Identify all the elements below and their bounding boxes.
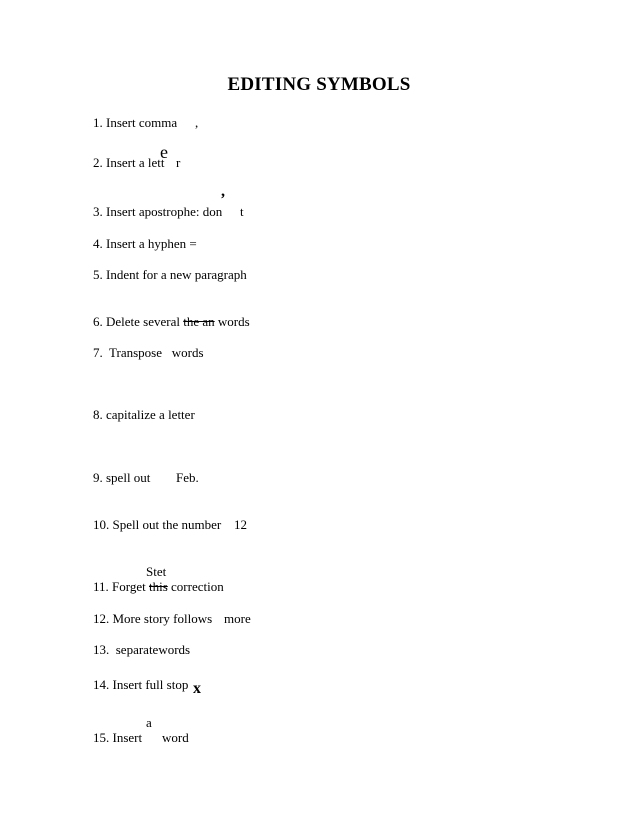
item-11-text-end: correction [167,579,224,594]
item-1-comma-symbol: , [195,115,199,130]
item-1-text: 1. Insert comma [93,115,178,130]
item-10-number: 12 [234,517,247,532]
page-title: EDITING SYMBOLS [227,74,411,95]
item-12-text: 12. More story follows [93,611,213,626]
item-6-line [93,314,250,329]
item-5-text: 5. Indent for a new paragraph [93,267,247,282]
item-2-text-end: r [176,155,181,170]
item-2-text: 2. Insert a lett [93,155,165,170]
item-10-text: 10. Spell out the number [93,517,222,532]
item-6-text: 6. Delete several [93,314,184,329]
item-13-text: 13. separatewords [93,642,191,657]
item-9-text: 9. spell out [93,470,151,485]
item-6-text-end: words [214,314,250,329]
item-15-text-end: word [162,730,189,745]
item-11-stet-note: Stet [146,564,167,579]
item-11-line [93,579,224,594]
item-8-text: 8. capitalize a letter [93,407,195,422]
item-12-more-mark: more [224,611,251,626]
item-15-inserted-word: a [146,715,152,730]
item-3-text: 3. Insert apostrophe: don [93,204,223,219]
item-11-struck-word: this [148,579,168,594]
item-14-full-stop-mark: x [193,680,201,697]
item-9-abbreviation: Feb. [176,470,199,485]
item-14-text: 14. Insert full stop [93,677,189,692]
item-7-text: 7. Transpose words [93,345,204,360]
item-11-text: 11. Forget [93,579,149,594]
item-15-text: 15. Insert [93,730,143,745]
item-3-text-end: t [240,204,244,219]
item-2-inserted-letter: e [160,142,168,162]
item-3-apostrophe-mark: , [221,183,225,200]
item-6-deleted-words: the an [183,314,215,329]
item-4-text: 4. Insert a hyphen = [93,236,197,251]
